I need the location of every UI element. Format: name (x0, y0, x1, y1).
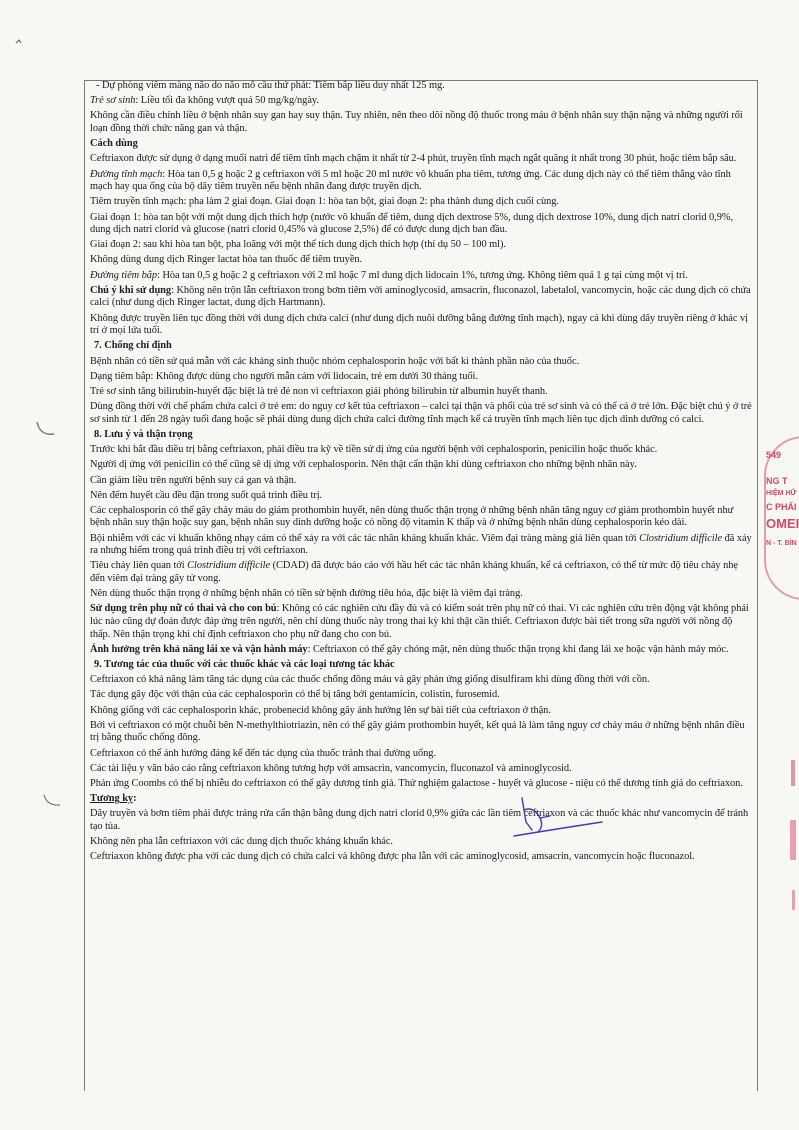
text-run: Dạng tiêm bắp: Không được dùng cho người mẫn cảm với lidocain, trẻ em dưới 30 tháng tuổi. (90, 370, 478, 382)
paragraph (90, 808, 752, 833)
text-run: Đường tĩnh mạch (90, 168, 163, 180)
text-run: 8. Lưu ý và thận trọng (94, 428, 193, 440)
section-heading (90, 793, 752, 806)
paragraph (90, 254, 752, 267)
text-run: : (133, 793, 137, 805)
text-run: Cần giảm liều trên người bệnh suy cả gan và thận. (90, 474, 297, 486)
stamp-text: C PHẨI (766, 502, 797, 512)
text-run: 9. Tương tác của thuốc với các thuốc khác và các loại tương tác khác (94, 658, 395, 670)
stamp-text: OMEI (766, 516, 799, 531)
text-run: Tiêu chảy liên quan tới (90, 560, 188, 572)
section-heading (90, 138, 752, 151)
paragraph (90, 270, 752, 283)
paragraph (90, 386, 752, 399)
paragraph (90, 533, 752, 558)
text-run: Ceftriaxon có thể ảnh hưởng đáng kể đến tác dụng của thuốc tránh thai đường uống. (90, 747, 436, 759)
text-run: Ceftriaxon được sử dụng ở dạng muối natri để tiêm tĩnh mạch chậm ít nhất từ 2-4 phút, truyền tĩnh mạch ngắt quãng ít nhất trong 30 phút, hoặc tiêm bắp sâu. (90, 153, 737, 165)
text-run: Trẻ sơ sinh tăng bilirubin-huyết đặc biệt là trẻ đẻ non vì ceftriaxon giải phóng bilirubin từ albumin huyết thanh. (90, 385, 548, 397)
text-run: Không dùng dung dịch Ringer lactat hòa tan thuốc để tiêm truyền. (90, 254, 363, 266)
text-run: : Liều tối đa không vượt quá 50 mg/kg/ngày. (135, 95, 319, 107)
text-run: Nên đếm huyết cầu đều đặn trong suốt quá trình điều trị. (90, 489, 323, 501)
paragraph (90, 459, 752, 472)
paragraph (90, 778, 752, 791)
stamp-text: NG T (766, 476, 788, 486)
paragraph (90, 285, 752, 310)
paragraph (90, 475, 752, 488)
text-run: Bội nhiễm với các vi khuẩn không nhạy cảm có thể xảy ra với các tác nhân kháng khuẩn khác. Viêm đại tràng màng giả liên quan tới (90, 532, 640, 544)
punch-hole-mark (34, 418, 56, 440)
text-run: : Không nên trộn lẫn ceftriaxon trong bơm tiêm với aminoglycosid, amsacrin, fluconazol, labetalol, vancomycin, hoặc các dung dịch có chứa calci (như dung dịch Ringer lactat, dung dịch Hartmann). (90, 284, 751, 309)
paragraph (90, 763, 752, 776)
text-run: Chú ý khi sử dụng (90, 284, 172, 296)
paragraph (90, 356, 752, 369)
paragraph (90, 674, 752, 687)
paragraph (90, 169, 752, 194)
text-run: : Không có các nghiên cứu đầy đủ và có kiểm soát trên phụ nữ có thai. Vì các nghiên cứu trên động vật không phải lúc nào cũng dự đoán được đáp ứng trên người, nên chỉ dùng thuốc này trong thai kỳ khi thật cần thiết. Ceftriaxon được bài tiết trong sữa người với nồng độ thấp. Nên thận trọng khi chỉ định ceftriaxon cho phụ nữ đang cho con bú. (90, 603, 749, 640)
text-run: : Hòa tan 0,5 g hoặc 2 g ceftriaxon với 2 ml hoặc 7 ml dung dịch lidocain 1%, tương ứng. Không tiêm quá 1 g tại cùng một vị trí. (157, 269, 688, 281)
text-run: : Ceftriaxon có thể gây chóng mặt, nên dùng thuốc thận trọng khi đang lái xe hoặc vận hành máy móc. (307, 643, 729, 655)
section-heading (90, 340, 752, 353)
paragraph (90, 603, 752, 641)
paragraph (90, 644, 752, 657)
paragraph (90, 720, 752, 745)
red-company-stamp (760, 436, 799, 596)
text-run: Các cephalosporin có thể gây chảy máu do giảm prothombin huyết, nên dùng thuốc thận trọng ở những bệnh nhân tăng nguy cơ giảm prothombin huyết như bệnh nhân suy thận hoặc suy gan, bệnh nhân suy dinh dưỡng hoặc có nồng độ vitamin K thấp và ở những bệnh nhân dùng cephalosporin kéo dài. (90, 504, 734, 529)
paragraph (90, 444, 752, 457)
handwritten-signature (510, 796, 620, 860)
paragraph (90, 505, 752, 530)
text-run: Dùng đồng thời với chế phẩm chứa calci ở trẻ em: do nguy cơ kết tủa ceftriaxon – calci tại thận và phổi của trẻ sơ sinh và có thể cả ở trẻ lớn. Đặc biệt chú ý ở trẻ sơ sinh từ 1 đến 28 ngày tuổi đang hoặc sẽ phải dùng dung dịch chứa calci đường tĩnh mạch kể cả truyền tĩnh mạch liên tục dịch dinh dưỡng có calci. (90, 401, 752, 425)
text-run: - Dự phòng viêm màng não do não mô cầu thứ phát: Tiêm bắp liều duy nhất 125 mg. (96, 80, 445, 91)
text-run: Không nên pha lẫn ceftriaxon với các dung dịch thuốc kháng khuẩn khác. (90, 836, 393, 848)
text-run: : Hòa tan 0,5 g hoặc 2 g ceftriaxon với 5 ml hoặc 20 ml nước vô khuẩn pha tiêm, tương ứng. Các dung dịch này có thể tiêm thẳng vào tĩnh mạch hay qua ống của bộ dây tiêm truyền nếu bệnh nhân đang được truyền dịch. (90, 168, 731, 193)
text-run: Các tài liệu y văn báo cáo rằng ceftriaxon không tương hợp với amsacrin, vancomycin, fluconazol và aminoglycosid. (90, 762, 572, 774)
text-run: Giai đoạn 1: hòa tan bột với một dung dịch thích hợp (nước vô khuẩn để tiêm, dung dịch dextrose 5%, dung dịch dextrose 10%, dung dịch natri clorid 0,9%, dung dịch natri clorid và glucose (natri clorid 0,45% và glucose 2,5%) để có được dung dịch ban đầu. (90, 211, 734, 236)
text-run: Phản ứng Coombs có thể bị nhiễu do ceftriaxon có thể gây dương tính giả. Thử nghiệm galactose - huyết và glucose - niệu có thể dương tính giả do ceftriaxon. (90, 777, 743, 789)
text-run: Người dị ứng với penicilin có thể cũng sẽ dị ứng với cephalosporin. Nên thật cẩn thận khi dùng ceftriaxon cho những bệnh nhân này. (90, 459, 637, 471)
stamp-edge-marks (789, 760, 799, 920)
section-heading (90, 659, 752, 672)
scan-dot (14, 34, 24, 44)
text-run: Nên dùng thuốc thận trọng ở những bệnh nhân có tiền sử bệnh đường tiêu hóa, đặc biệt là viêm đại tràng. (90, 588, 523, 600)
text-run: Tác dụng gây độc với thận của các cephalosporin có thể bị tăng bởi gentamicin, colistin, furosemid. (90, 689, 500, 701)
paragraph (90, 313, 752, 338)
paragraph (90, 371, 752, 384)
text-run: Không cần điều chỉnh liều ở bệnh nhân suy gan hay suy thận. Tuy nhiên, nên theo dõi nồng độ thuốc trong máu ở bệnh nhân suy thận nặng và những người rối loạn đồng thời chức năng gan và thận. (90, 110, 743, 134)
stamp-text: 549 (766, 450, 782, 460)
text-run: Cách dùng (90, 138, 138, 150)
text-run: Tiêm truyền tĩnh mạch: pha làm 2 giai đoạn. Giai đoạn 1: hòa tan bột, giai đoạn 2: pha thành dung dịch cuối cùng. (90, 196, 559, 208)
paragraph (90, 588, 752, 601)
paragraph (90, 836, 752, 849)
text-run: Giai đoạn 2: sau khi hòa tan bột, pha loãng với một thể tích dung dịch thích hợp (thí dụ 50 – 100 ml). (90, 239, 506, 251)
text-run: Ảnh hưởng trên khả năng lái xe và vận hành máy (90, 643, 308, 655)
text-run: Clostridium difficile (639, 532, 723, 544)
text-run: Sử dụng trên phụ nữ có thai và cho con bú (90, 603, 277, 615)
section-heading (90, 429, 752, 442)
text-run: Bệnh nhân có tiền sử quá mẫn với các kháng sinh thuộc nhóm cephalosporin hoặc với bất kì thành phần nào của thuốc. (90, 355, 580, 367)
text-run: Không giống với các cephalosporin khác, probenecid không gây ảnh hưởng lên sự bài tiết của ceftriaxon ở thận. (90, 704, 551, 716)
paragraph (90, 95, 752, 108)
text-run: 7. Chống chỉ định (94, 340, 172, 352)
document-body (90, 80, 752, 866)
paragraph (90, 196, 752, 209)
text-run: Bởi vì ceftriaxon có một chuỗi bên N-methylthiotriazin, nên có thể gây giảm prothombin huyết, kết quả là làm tăng nguy cơ chảy máu ở những bệnh nhân điều trị bằng thuốc chống đông. (90, 719, 745, 744)
paragraph (90, 153, 752, 166)
paragraph (90, 212, 752, 237)
punch-hole-mark (42, 793, 62, 809)
text-run: Trẻ sơ sinh (90, 95, 136, 107)
stamp-text: HIỆM HỮ (766, 490, 797, 497)
paragraph (90, 851, 752, 864)
paragraph (90, 748, 752, 761)
text-run: Ceftriaxon không được pha với các dung dịch có chứa calci và không được pha lẫn với các aminoglycosid, amsacrin, vancomycin hoặc fluconazol. (90, 851, 695, 863)
text-run: Tương kỵ (90, 793, 134, 805)
paragraph (90, 689, 752, 702)
text-run: (CDAD) đã được báo cáo với hầu hết các tác nhân kháng khuẩn, kể cả ceftriaxon, có thể từ mức độ tiêu chảy nhẹ đến viêm đại tràng gây tử vong. (90, 560, 738, 585)
stamp-text: N - T. BÌN (766, 540, 797, 547)
text-run: Trước khi bắt đầu điều trị bằng ceftriaxon, phải điều tra kỹ về tiền sử dị ứng của người bệnh với cephalosporin, penicilin hoặc thuốc khác. (90, 444, 658, 456)
paragraph (90, 705, 752, 718)
paragraph (90, 490, 752, 503)
text-run: đã xảy ra nhưng hiếm trong quá trình điều trị với ceftriaxon. (90, 532, 752, 557)
paragraph (90, 560, 752, 585)
paragraph (90, 80, 752, 93)
paragraph (90, 239, 752, 252)
text-run: Dây truyền và bơm tiêm phải được tráng rửa cẩn thận bằng dung dịch natri clorid 0,9% giữa các lần tiêm ceftriaxon và các thuốc khác như vancomycin để tránh tạo tủa. (90, 808, 749, 832)
text-run: Ceftriaxon có khả năng làm tăng tác dụng của các thuốc chống đông máu và gây phản ứng giống disulfiram khi dùng đồng thời với cồn. (90, 674, 650, 686)
text-run: Không được truyền liên tục đồng thời với dung dịch chứa calci (như dung dịch nuôi dưỡng bằng đường tĩnh mạch), ngay cả khi dùng dây truyền riêng ở khác vị trí ở mọi lứa tuổi. (90, 312, 748, 337)
paragraph (90, 401, 752, 426)
text-run: Đường tiêm bắp (90, 269, 158, 281)
paragraph (90, 110, 752, 135)
text-run: Clostridium difficile (187, 560, 271, 572)
